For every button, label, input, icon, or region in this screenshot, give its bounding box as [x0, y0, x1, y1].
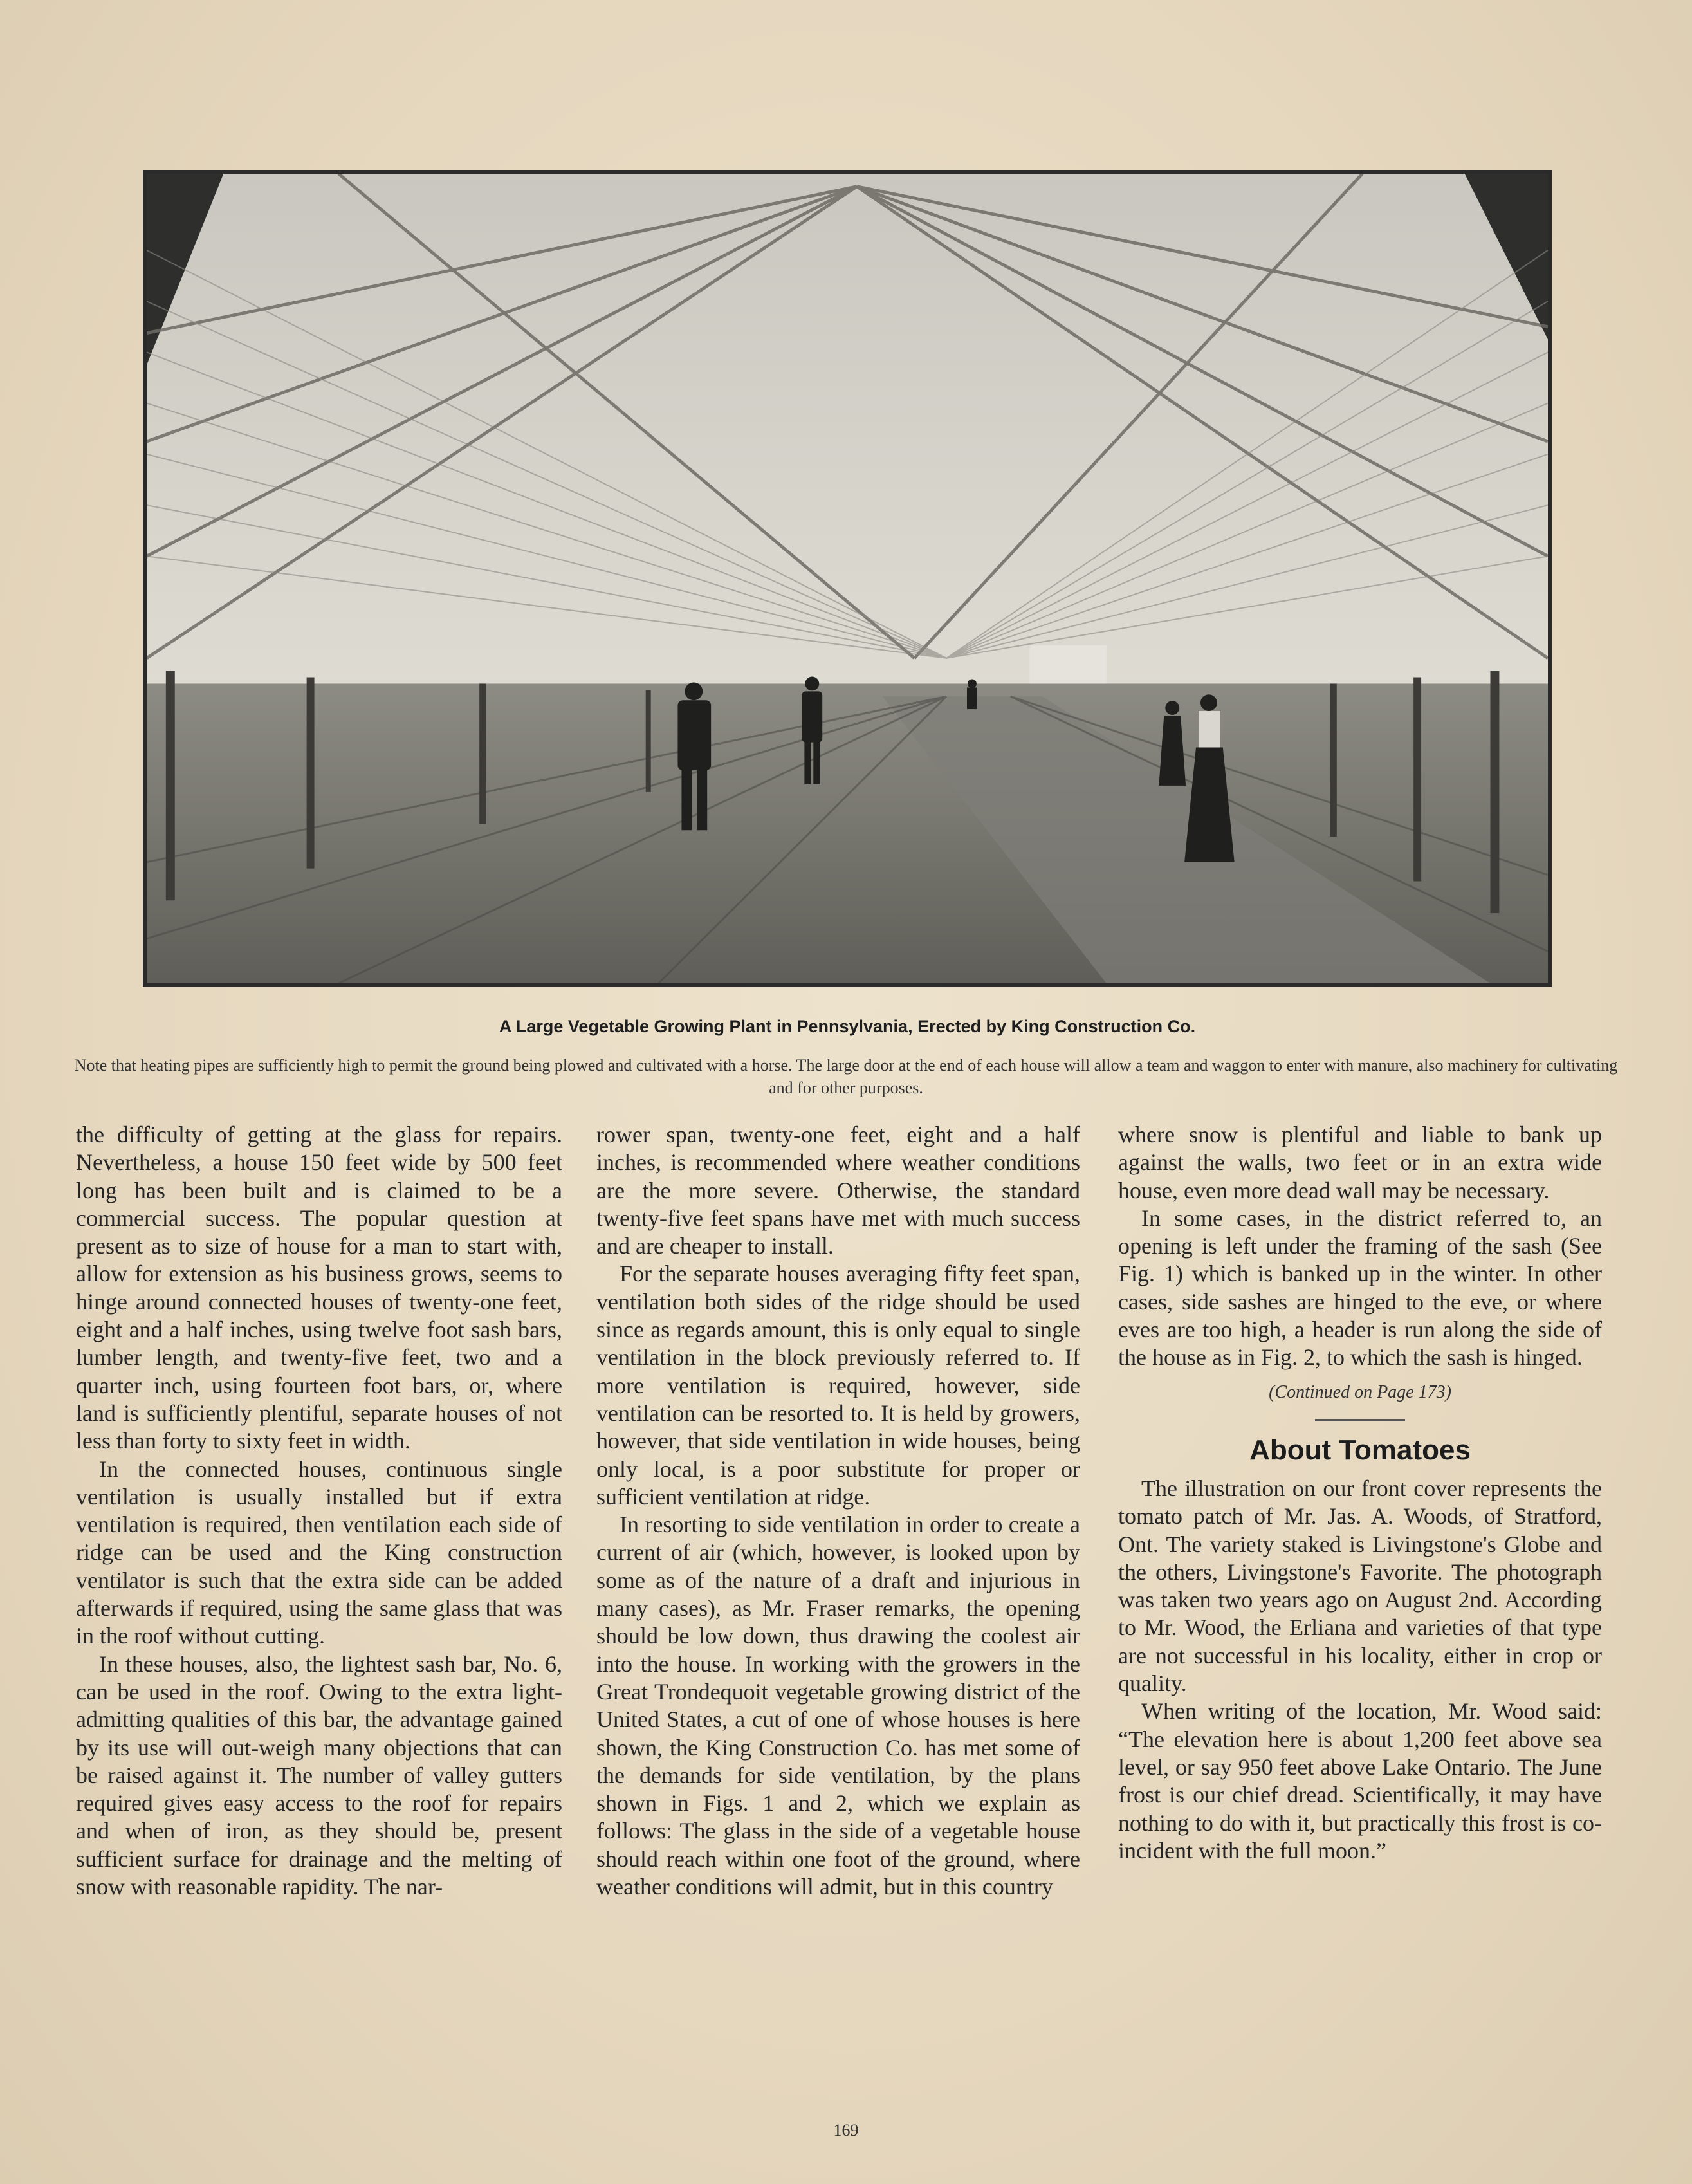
greenhouse-photo — [143, 170, 1552, 987]
article-column-2 — [596, 1121, 1080, 1901]
paragraph: For the separate houses averaging fifty feet span, ventilation both sides of the ridge should be used since as regards amount, this is only equal to single ventilation in the block previously referred to. If more ventilation is required, however, side ventilation can be resorted to. It is held by growers, however, that side ventilation in wide houses, being only local, is a poor substitute for proper or sufficient ventilation at ridge. — [596, 1261, 1080, 1510]
page-number: 169 — [833, 2121, 859, 2140]
paragraph: In some cases, in the district referred to, an opening is left under the framing of the sash (See Fig. 1) which is banked up in the winter. In other cases, side sashes are hinged to the eve, or where eves are too high, a header is run along the side of the house as in Fig. 2, to which the sash is hinged. — [1118, 1205, 1602, 1371]
article-column-1 — [76, 1121, 562, 1901]
section-title: About Tomatoes — [1249, 1434, 1471, 1466]
section-divider — [1315, 1419, 1405, 1421]
photo-caption-title: A Large Vegetable Growing Plant in Pennsylvania, Erected by King Construction Co. — [499, 1017, 1196, 1036]
paragraph: rower span, twenty-one feet, eight and a half inches, is recommended where weather conditions are the more severe. Otherwise, the standard twenty-five feet spans have met with much success and are cheaper to install. — [596, 1122, 1080, 1259]
paragraph: In the connected houses, continuous single ventilation is usually installed but if extra ventilation is required, then ventilation each side of ridge can be used and the King construction ventilator is such that the extra side can be added afterwards if required, using the same glass that was in the roof without cutting. — [76, 1456, 562, 1649]
greenhouse-illustration — [147, 174, 1548, 983]
continued-note: (Continued on Page 173) — [1269, 1382, 1451, 1402]
paragraph: In resorting to side ventilation in order to create a current of air (which, however, is looked upon by some as of the nature of a draft and injurious in many cases), as Mr. Fraser remarks, the opening should be low down, thus drawing the coolest air into the house. In working with the growers in the Great Trondequoit vegetable growing district of the United States, a cut of one of whose houses is here shown, the King Construction Co. has met some of the demands for side ventilation, by the plans shown in Figs. 1 and 2, which we explain as follows: The glass in the side of a vegetable house should reach within one foot of the ground, where weather conditions will admit, but in this country — [596, 1512, 1080, 1900]
bleed-through-header — [193, 77, 1544, 116]
paragraph: the difficulty of getting at the glass for repairs. Nevertheless, a house 150 feet wide by 500 feet long has been built and is claimed to be a commercial success. The popular question at present as to size of house for a man to start with, allow for extension as his business grows, seems to hinge around connected houses of twenty-one feet, eight and a half inches, using twelve foot sash bars, lumber length, and twenty-five feet, two and a quarter inch, using fourteen foot bars, or, where land is sufficiently plentiful, separate houses of not less than forty to sixty feet in width. — [76, 1122, 562, 1454]
photo-caption-note: Note that heating pipes are sufficiently high to permit the ground being plowed and cultivated with a horse. The large door at the end of each house will allow a team and waggon to enter with manure, also machinery for cultivating and for other purposes. — [74, 1056, 1618, 1097]
paragraph: In these houses, also, the lightest sash bar, No. 6, can be used in the roof. Owing to the extra light-admitting qualities of this bar, the advantage gained by its use will out-weigh many objections that can be raised against it. The number of valley gutters required gives easy access to the roof for repairs and when of iron, as they should be, present sufficient surface for drainage and the melting of snow with reasonable rapidity. The nar- — [76, 1651, 562, 1900]
article-column-3 — [1118, 1121, 1602, 1865]
paragraph: The illustration on our front cover represents the tomato patch of Mr. Jas. A. Woods, of Stratford, Ont. The variety staked is Livingstone's Globe and the others, Livingstone's Favorite. The photograph was taken two years ago on August 2nd. According to Mr. Wood, the Erliana and varieties of that type are not successful in his locality, either in crop or quality. — [1118, 1475, 1602, 1697]
paragraph: where snow is plentiful and liable to bank up against the walls, two feet or in an extra wide house, even more dead wall may be necessary. — [1118, 1122, 1602, 1203]
paragraph: When writing of the location, Mr. Wood said: “The elevation here is about 1,200 feet above sea level, or say 950 feet above Lake Ontario. The June frost is our chief dread. Scientifically, it may have nothing to do with it, but practically this frost is co-incident with the full moon.” — [1118, 1698, 1602, 1864]
